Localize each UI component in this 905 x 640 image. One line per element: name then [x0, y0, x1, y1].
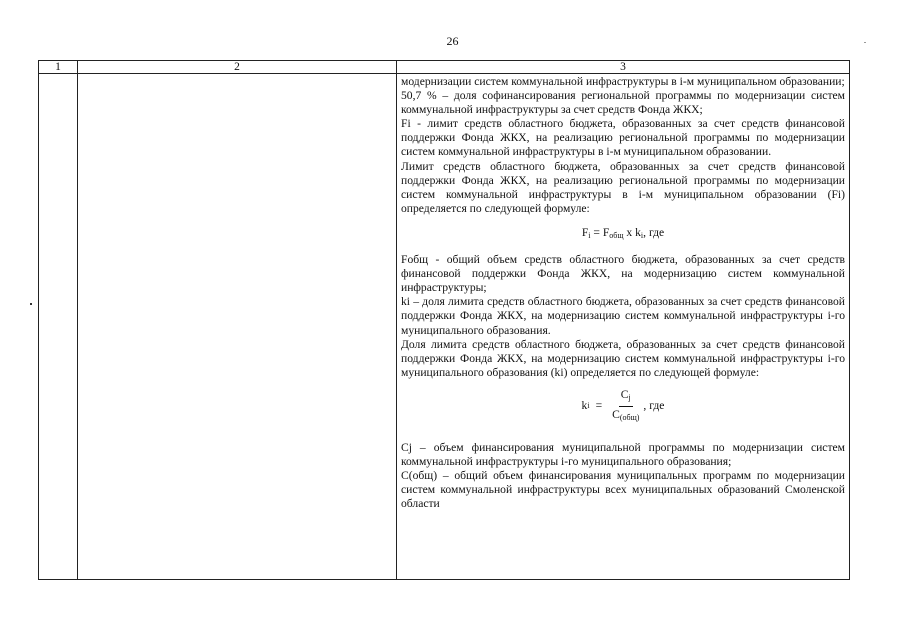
paragraph-7: Доля лимита средств областного бюджета, образованных за счет средств финансовой поддержки Фонда ЖКХ, на модернизацию систем коммунальной инфраструктуры i-го муниципального образования (ki) определяется по следующей формуле:: [401, 337, 845, 379]
formula-fi-lhs-sub: i: [588, 230, 591, 240]
cell-text: [397, 74, 849, 514]
paragraph-2: 50,7 % – доля софинансирования региональной программы по модернизации систем коммунальной инфраструктуры за счет средств Фонда ЖКХ;: [401, 89, 845, 117]
paragraph-8: Cj – объем финансирования муниципальной программы по модернизации систем коммунальной инфраструктуры i-го муниципального образования;: [401, 441, 845, 469]
cell-col-3: [397, 74, 850, 580]
formula-ki-denominator: [612, 407, 639, 425]
cell-col-1: [39, 74, 78, 580]
margin-dot: [30, 303, 32, 305]
paragraph-6: ki – доля лимита средств областного бюджета, образованных за счет средств финансовой поддержки Фонда ЖКХ, на модернизацию систем коммунальной инфраструктуры i-го муниципального образования.: [401, 295, 845, 337]
formula-ki-lhs: k: [581, 399, 588, 413]
cell-col-2: [78, 74, 397, 580]
numerator-symbol: C: [620, 387, 629, 401]
formula-ki-lhs-sub: i: [587, 401, 590, 411]
paragraph-9: C(общ) – общий объем финансирования муниципальных программ по модернизации систем коммунальной инфраструктуры всех муниципальных образований Смоленской области: [401, 469, 845, 511]
formula-ki-tail: , где: [643, 399, 665, 413]
formula-fi-f-sub: общ: [609, 230, 624, 240]
formula-fi-tail: , где: [643, 225, 665, 239]
denominator-sub: (общ): [619, 412, 640, 422]
formula-ki-numerator: [619, 388, 633, 407]
formula-fi: [401, 226, 845, 243]
document-table: [38, 60, 850, 580]
formula-ki-eq: =: [595, 399, 603, 413]
table-body-row: [39, 74, 850, 580]
table-header-row: [39, 61, 850, 74]
page-number: 26: [446, 34, 459, 48]
header-col-2: 2: [78, 61, 397, 74]
formula-fi-k-sub: i: [640, 230, 644, 240]
header-col-3: 3: [397, 61, 850, 74]
formula-ki-fraction: [612, 388, 639, 425]
denominator-symbol: C: [612, 407, 620, 421]
header-col-1: 1: [39, 61, 78, 74]
formula-fi-lhs: F: [581, 225, 589, 239]
paragraph-5: Fобщ - общий объем средств областного бюджета, образованных за счет средств финансовой поддержки Фонда ЖКХ, на модернизацию систем коммунальной инфраструктуры;: [401, 253, 845, 295]
corner-mark: [864, 42, 866, 43]
formula-ki: [401, 388, 845, 425]
paragraph-3: Fi - лимит средств областного бюджета, образованных за счет средств финансовой поддержки Фонда ЖКХ, на реализацию региональной программы по модернизации систем коммунальной инфраструктуры в i-м муниципальном образовании.: [401, 117, 845, 159]
numerator-sub: j: [628, 392, 631, 402]
paragraph-1: модернизации систем коммунальной инфраструктуры в i-м муниципальном образовании;: [401, 75, 845, 88]
formula-fi-mid: x k: [623, 225, 641, 239]
formula-fi-eq: = F: [590, 225, 610, 239]
paragraph-4: Лимит средств областного бюджета, образованных за счет средств финансовой поддержки Фонда ЖКХ, на реализацию региональной программы по модернизации систем коммунальной инфраструктуры в i-м муниципальном образовании (Fi) определяется по следующей формуле:: [401, 159, 845, 215]
